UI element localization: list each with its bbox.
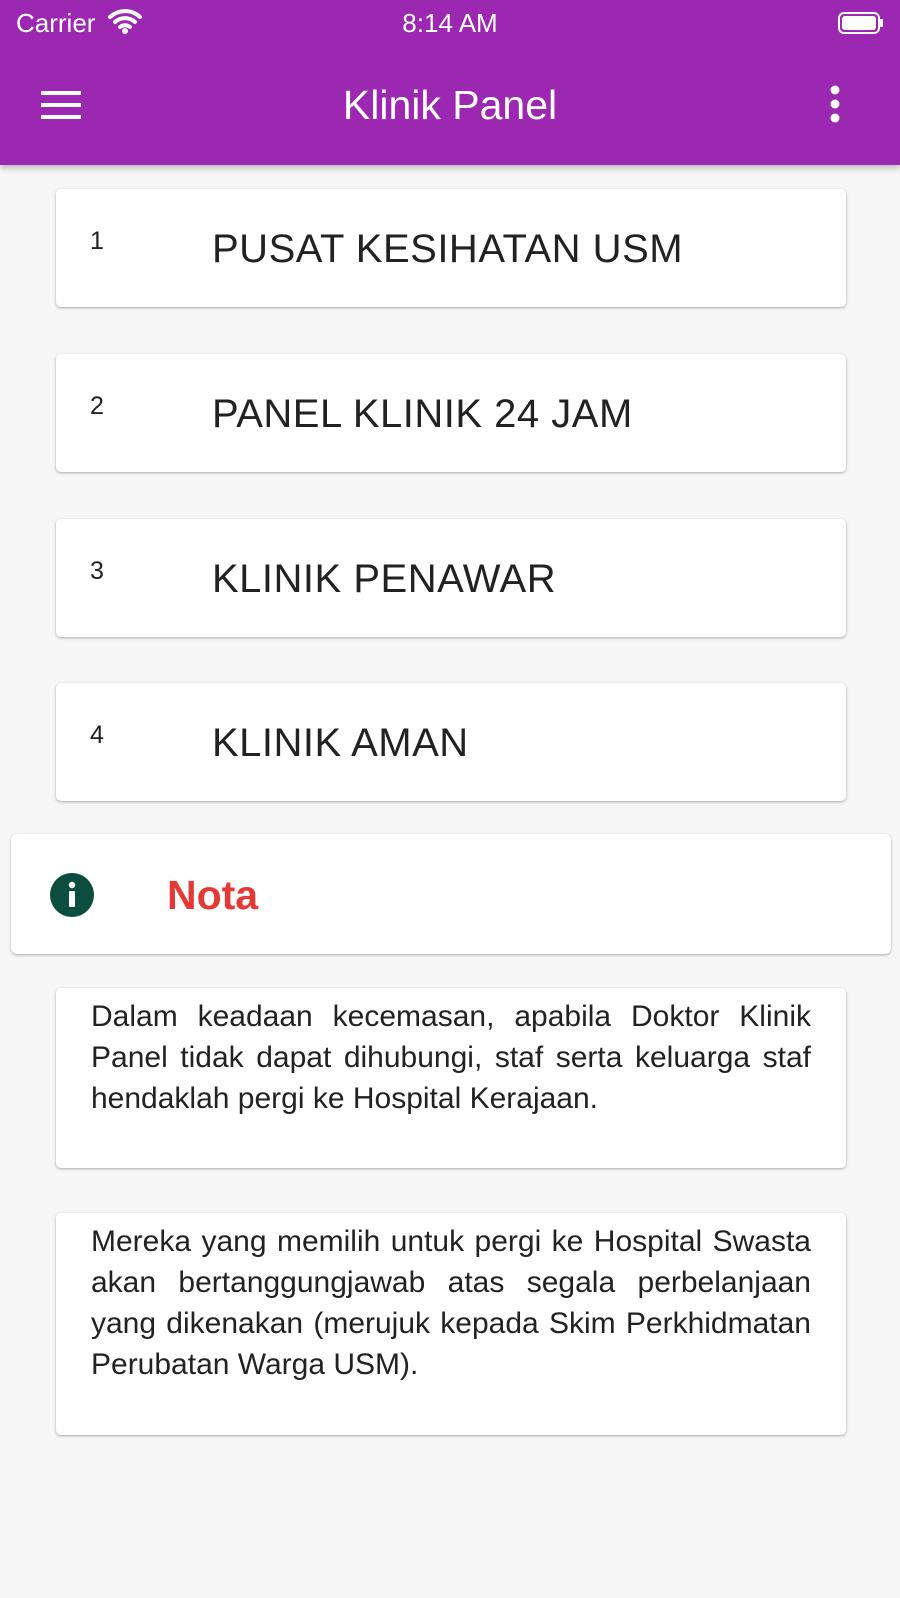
clinic-number: 1: [90, 227, 104, 255]
clinic-name: KLINIK PENAWAR: [212, 557, 557, 601]
clinic-number: 4: [90, 721, 104, 749]
status-time: 8:14 AM: [402, 8, 498, 38]
clinic-card[interactable]: [56, 683, 846, 801]
clinic-name: KLINIK AMAN: [212, 721, 469, 765]
clinic-card[interactable]: [56, 354, 846, 472]
note-text: Mereka yang memilih untuk pergi ke Hospital Swasta akan bertanggungjawab atas segala perbelanjaan yang dikenakan (merujuk kepada Skim Perkhidmatan Perubatan Warga USM).: [91, 1225, 811, 1381]
note-card: [56, 988, 846, 1168]
clinic-card[interactable]: [56, 189, 846, 307]
note-text: Dalam keadaan kecemasan, apabila Doktor Klinik Panel tidak dapat dihubungi, staf serta keluarga staf hendaklah pergi ke Hospital Kerajaan.: [91, 1000, 811, 1115]
clinic-card[interactable]: [56, 519, 846, 637]
clinic-number: 3: [90, 557, 104, 585]
page-title: Klinik Panel: [342, 82, 558, 128]
more-options-icon[interactable]: [820, 80, 850, 130]
battery-icon: [838, 12, 884, 34]
nota-title: Nota: [167, 872, 259, 918]
info-icon: [49, 872, 95, 918]
clinic-number: 2: [90, 392, 104, 420]
clinic-name: PUSAT KESIHATAN USM: [212, 227, 684, 271]
nota-card: [11, 834, 891, 954]
carrier-label: Carrier: [16, 8, 96, 38]
app-bar: [0, 0, 900, 165]
note-card: [56, 1213, 846, 1435]
clinic-name: PANEL KLINIK 24 JAM: [212, 392, 633, 436]
